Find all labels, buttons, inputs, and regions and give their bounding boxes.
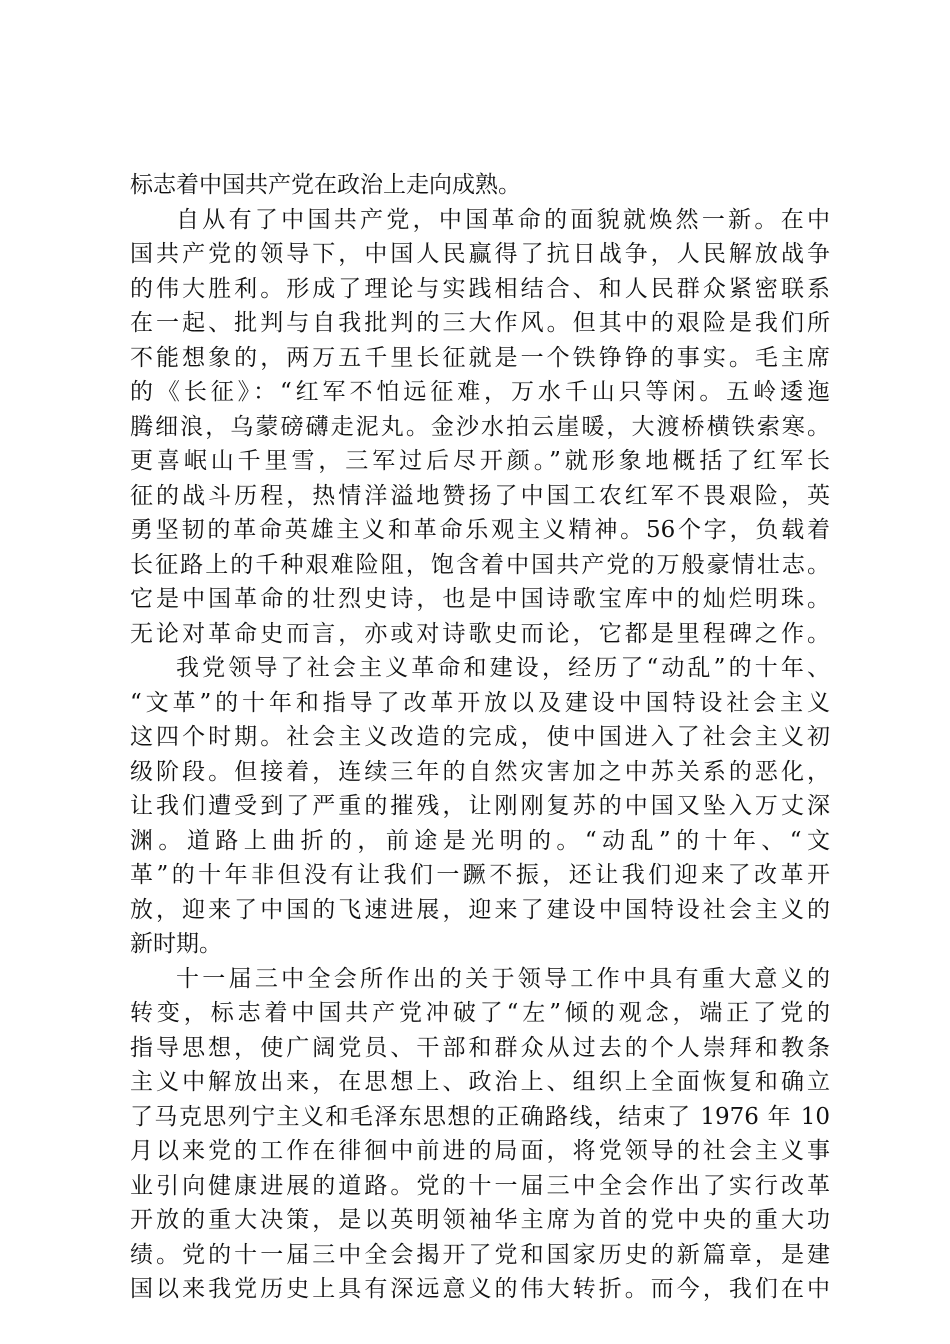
paragraph-first-line: 十一届三中全会所作出的关于领导工作中具有重大意义的 — [176, 965, 830, 992]
text-line: 革”的十年非但没有让我们一蹶不振，还让我们迎来了改革开 — [130, 862, 830, 888]
text-line: 主义中解放出来，在思想上、政治上、组织上全面恢复和确立 — [130, 1069, 830, 1095]
text-line: 级阶段。但接着，连续三年的自然灾害加之中苏关系的恶化， — [130, 758, 830, 785]
text-line: 新时期。 — [130, 931, 222, 957]
text-line: 征的战斗历程，热情洋溢地赞扬了中国工农红军不畏艰险，英 — [130, 482, 830, 509]
text-line: 无论对革命史而言，亦或对诗歌史而论，它都是里程碑之作。 — [130, 620, 830, 647]
text-line: 让我们遭受到了严重的摧残，让刚刚复苏的中国又坠入万丈深 — [130, 793, 830, 819]
body-text — [130, 168, 830, 1307]
text-line: 不能想象的，两万五千里长征就是一个铁铮铮的事实。毛主席 — [130, 344, 830, 371]
text-line: 腾细浪，乌蒙磅礴走泥丸。金沙水拍云崖暖，大渡桥横铁索寒。 — [130, 413, 830, 440]
text-line: 国以来我党历史上具有深远意义的伟大转折。而今，我们在中 — [130, 1276, 830, 1302]
text-line: 长征路上的千种艰难险阻，饱含着中国共产党的万般豪情壮志。 — [130, 551, 830, 578]
text-line: 绩。党的十一届三中全会揭开了党和国家历史的新篇章，是建 — [130, 1241, 830, 1268]
text-line: 的《长征》：“红军不怕远征难，万水千山只等闲。五岭逶迤 — [130, 379, 830, 405]
text-line: 更喜岷山千里雪，三军过后尽开颜。”就形象地概括了红军长 — [130, 448, 830, 474]
text-line: 了马克思列宁主义和毛泽东思想的正确路线，结束了 1976 年 10 — [130, 1103, 830, 1130]
paragraph-first-line: 自从有了中国共产党，中国革命的面貌就焕然一新。在中 — [176, 206, 830, 233]
text-line: 渊。道路上曲折的，前途是光明的。“动乱”的十年、“文 — [130, 827, 830, 854]
text-line: “文革”的十年和指导了改革开放以及建设中国特设社会主义 — [130, 689, 830, 716]
text-line: 转变，标志着中国共产党冲破了“左”倾的观念，端正了党的 — [130, 1000, 830, 1026]
text-line: 的伟大胜利。形成了理论与实践相结合、和人民群众紧密联系 — [130, 275, 830, 302]
text-line: 标志着中国共产党在政治上走向成熟。 — [130, 172, 521, 198]
text-line: 月以来党的工作在徘徊中前进的局面，将党领导的社会主义事 — [130, 1138, 830, 1164]
text-line: 这四个时期。社会主义改造的完成，使中国进入了社会主义初 — [130, 724, 830, 750]
text-line: 开放的重大决策，是以英明领袖华主席为首的党中央的重大功 — [130, 1207, 830, 1233]
text-line: 在一起、批判与自我批判的三大作风。但其中的艰险是我们所 — [130, 310, 830, 336]
text-line: 国共产党的领导下，中国人民赢得了抗日战争，人民解放战争 — [130, 241, 830, 267]
text-line: 它是中国革命的壮烈史诗，也是中国诗歌宝库中的灿烂明珠。 — [130, 586, 830, 612]
text-line: 放，迎来了中国的飞速进展，迎来了建设中国特设社会主义的 — [130, 896, 830, 923]
text-line: 业引向健康进展的道路。党的十一届三中全会作出了实行改革 — [130, 1172, 830, 1199]
text-line: 指导思想，使广阔党员、干部和群众从过去的个人崇拜和教条 — [130, 1034, 830, 1061]
text-line: 勇坚韧的革命英雄主义和革命乐观主义精神。56个字，负载着 — [130, 517, 830, 543]
paragraph-first-line: 我党领导了社会主义革命和建设，经历了“动乱”的十年、 — [176, 655, 830, 681]
